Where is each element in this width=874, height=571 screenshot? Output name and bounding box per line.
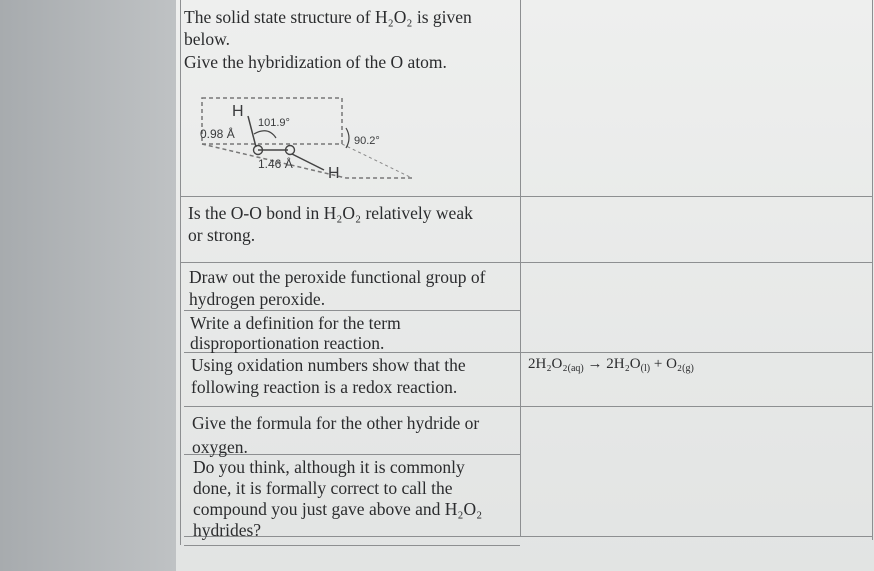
question-formal-line-3: compound you just gave above and H₂O₂	[193, 499, 483, 519]
oh-bond-length: 0.98 Å	[200, 127, 235, 141]
equation-reactant-state: (aq)	[567, 363, 584, 374]
question-peroxide-line-2: hydrogen peroxide.	[189, 289, 326, 309]
h2o2-structure-diagram	[196, 92, 418, 192]
question-formal-line-2: done, it is formally correct to call the	[193, 478, 453, 498]
equation-arrow: →	[587, 356, 603, 372]
oo-bond-length: 1.46 Å	[258, 157, 293, 171]
left-margin	[0, 0, 176, 571]
h-atom-bottom: H	[328, 165, 340, 182]
question-structure-line-2: below.	[184, 29, 231, 49]
h-atom-top: H	[232, 103, 244, 120]
dihedral-angle: 90.2°	[354, 135, 380, 147]
hoo-angle: 101.9°	[258, 117, 290, 129]
equation-oxygen-state: (g)	[682, 363, 694, 374]
question-structure-line-1: The solid state structure of H₂O₂ is given	[184, 7, 472, 27]
question-redox-line-2: following reaction is a redox reaction.	[191, 377, 458, 397]
question-oo-bond-line-1: Is the O-O bond in H₂O₂ relatively weak	[188, 203, 473, 223]
question-hydride-line-1: Give the formula for the other hydride or	[192, 413, 480, 433]
equation-water-state: (l)	[640, 363, 651, 374]
equation-product-oxygen: O₂	[666, 356, 683, 372]
question-hydride-line-2: oxygen.	[192, 437, 248, 457]
equation-product-water: 2H₂O	[606, 356, 641, 372]
question-formal-line-1: Do you think, although it is commonly	[193, 457, 465, 477]
question-disproportionation-line-2: disproportionation reaction.	[190, 333, 385, 353]
question-disproportionation-line-1: Write a definition for the term	[190, 313, 401, 333]
equation-plus: +	[653, 356, 663, 372]
question-formal-line-4: hydrides?	[193, 520, 262, 540]
equation-reactant: 2H₂O₂	[528, 356, 568, 372]
redox-equation	[528, 356, 694, 373]
question-oo-bond-line-2: or strong.	[188, 225, 256, 245]
question-redox-line-1: Using oxidation numbers show that the	[191, 355, 466, 375]
question-peroxide-line-1: Draw out the peroxide functional group of	[189, 267, 486, 287]
question-hybridization: Give the hybridization of the O atom.	[184, 52, 447, 72]
